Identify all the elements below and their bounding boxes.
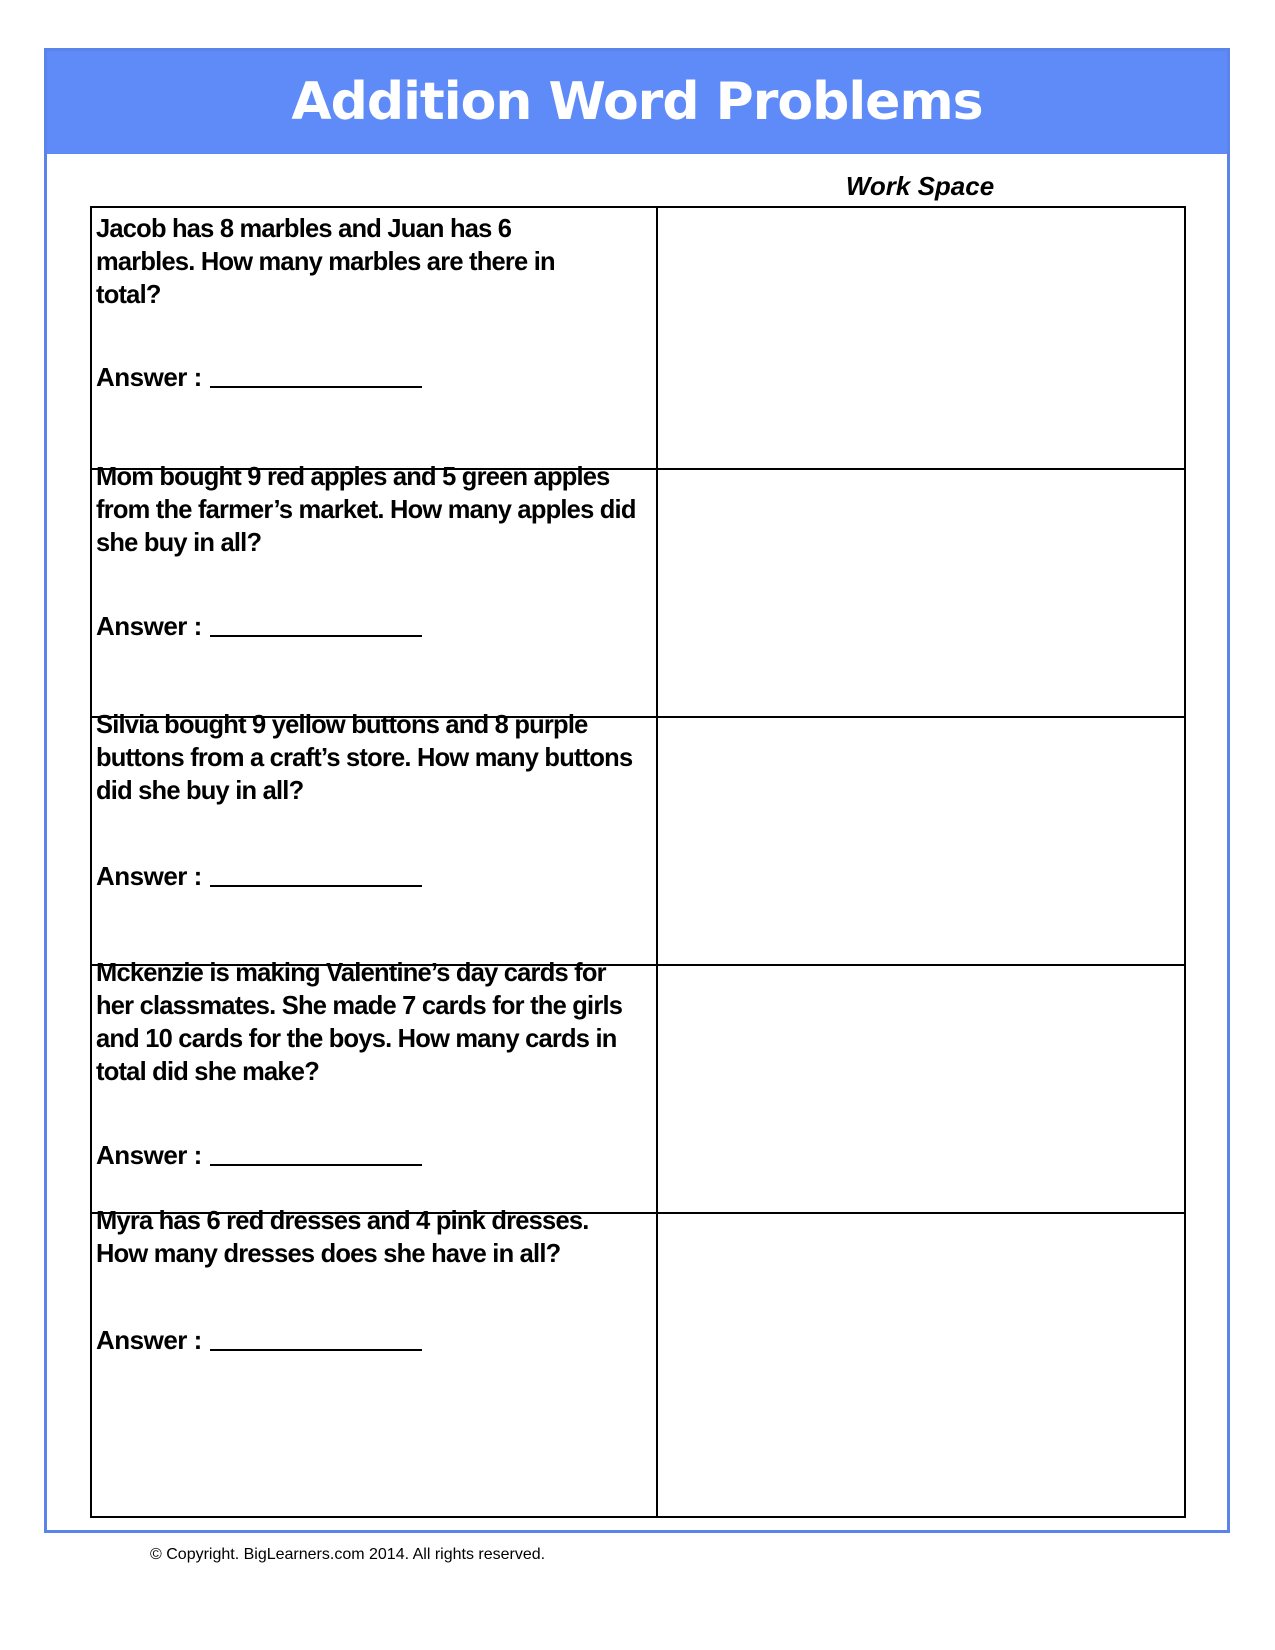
answer-label: Answer : bbox=[96, 611, 202, 641]
problem-question: Jacob has 8 marbles and Juan has 6 marbles. How many marbles are there in total? bbox=[96, 213, 555, 309]
problem-question: Mom bought 9 red apples and 5 green apples from the farmer’s market. How many apples did she buy in all? bbox=[96, 461, 636, 557]
answer-label: Answer : bbox=[96, 861, 202, 891]
answer-label: Answer : bbox=[96, 1325, 202, 1355]
header-banner bbox=[47, 51, 1227, 154]
answer-label: Answer : bbox=[96, 1140, 202, 1170]
problem-question: Myra has 6 red dresses and 4 pink dresses. How many dresses does she have in all? bbox=[96, 1205, 589, 1268]
problem-row-4 bbox=[92, 952, 1184, 1214]
answer-blank-line[interactable] bbox=[210, 635, 422, 637]
copyright-notice: © Copyright. BigLearners.com 2014. All rights reserved. bbox=[150, 1546, 546, 1563]
page-title: Addition Word Problems bbox=[291, 71, 983, 132]
answer-blank-line[interactable] bbox=[210, 885, 422, 887]
answer-field[interactable] bbox=[96, 362, 422, 393]
answer-blank-line[interactable] bbox=[210, 1164, 422, 1166]
work-space-cell[interactable] bbox=[658, 1200, 1184, 1516]
answer-label: Answer : bbox=[96, 362, 202, 392]
problem-question: Silvia bought 9 yellow buttons and 8 purple buttons from a craft’s store. How many buttons did she buy in all? bbox=[96, 709, 633, 805]
answer-field[interactable] bbox=[96, 1325, 422, 1356]
problem-row-2 bbox=[92, 456, 1184, 718]
answer-blank-line[interactable] bbox=[210, 386, 422, 388]
work-space-cell[interactable] bbox=[658, 952, 1184, 1212]
answer-field[interactable] bbox=[96, 861, 422, 892]
problem-question: Mckenzie is making Valentine’s day cards for her classmates. She made 7 cards for the girls and 10 cards for the boys. How many cards in total did she make? bbox=[96, 957, 623, 1086]
problems-table bbox=[90, 206, 1186, 1518]
work-space-cell[interactable] bbox=[658, 456, 1184, 716]
work-space-label: Work Space bbox=[845, 171, 995, 201]
work-space-cell[interactable] bbox=[658, 208, 1184, 468]
problem-row-3 bbox=[92, 704, 1184, 966]
work-space-cell[interactable] bbox=[658, 704, 1184, 964]
answer-field[interactable] bbox=[96, 611, 422, 642]
problem-row-1 bbox=[92, 208, 1184, 470]
answer-blank-line[interactable] bbox=[210, 1349, 422, 1351]
problem-row-5 bbox=[92, 1200, 1184, 1516]
answer-field[interactable] bbox=[96, 1140, 422, 1171]
